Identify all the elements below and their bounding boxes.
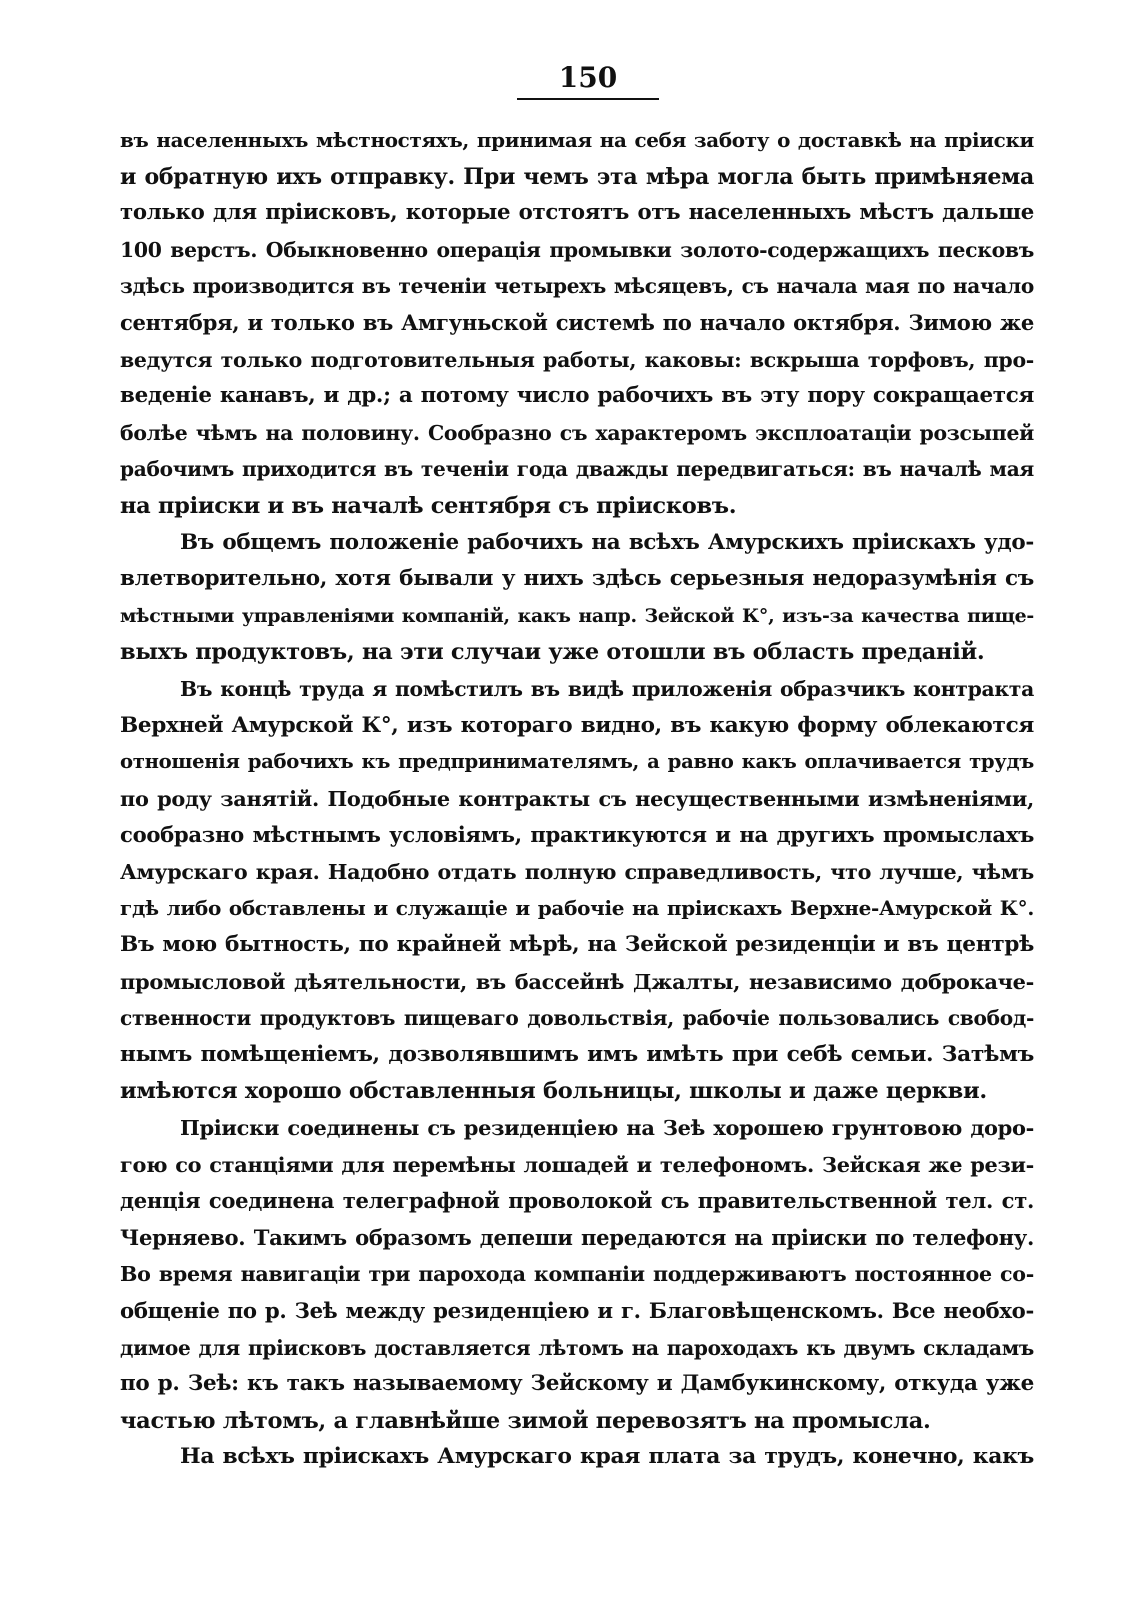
text-line: и обратную ихъ отправку. При чемъ эта мѣра могла быть примѣняема	[120, 163, 1034, 190]
text-line: Въ общемъ положеніе рабочихъ на всѣхъ Амурскихъ пріискахъ удо-	[180, 529, 1034, 555]
text-line: отношенія рабочихъ къ предпринимателямъ, а равно какъ оплачивается трудъ	[120, 750, 1034, 774]
book-page	[120, 60, 1034, 1476]
page-header	[120, 60, 1034, 108]
text-line: На всѣхъ пріискахъ Амурскаго края плата за трудъ, конечно, какъ	[180, 1444, 1034, 1470]
text-line: частью лѣтомъ, а главнѣйше зимой перевозятъ на промысла.	[120, 1407, 931, 1434]
text-line: ведутся только подготовительныя работы, каковы: вскрыша торфовъ, про-	[120, 347, 1034, 372]
text-line: сообразно мѣстнымъ условіямъ, практикуются и на другихъ промыслахъ	[120, 822, 1034, 848]
text-line: по роду занятій. Подобные контракты съ несущественными измѣненіями,	[120, 785, 1034, 811]
page-number: 150	[517, 60, 659, 100]
text-line: Амурскаго края. Надобно отдать полную справедливость, что лучше, чѣмъ	[120, 859, 1034, 884]
text-line: болѣе чѣмъ на половину. Сообразно съ характеромъ эксплоатаціи розсыпей	[120, 420, 1034, 445]
text-line: сентября, и только въ Амгуньской системѣ по начало октября. Зимою же	[120, 309, 1034, 335]
text-line: Во время навигаціи три парохода компаніи поддерживаютъ постоянное со-	[120, 1262, 1034, 1287]
text-line: общеніе по р. Зеѣ между резиденціею и г. Благовѣщенскомъ. Все необхо-	[120, 1298, 1034, 1323]
text-line: Верхней Амурской К°, изъ котораго видно, въ какую форму облекаются	[120, 712, 1034, 738]
text-line: рабочимъ приходится въ теченіи года дважды передвигаться: въ началѣ мая	[120, 457, 1034, 482]
text-line: здѣсь производится въ теченіи четырехъ мѣсяцевъ, съ начала мая по начало	[120, 274, 1034, 299]
text-line: димое для пріисковъ доставляется лѣтомъ на пароходахъ къ двумъ складамъ	[120, 1335, 1034, 1360]
text-line: веденіе канавъ, и др.; а потому число рабочихъ въ эту пору сокращается	[120, 383, 1034, 409]
text-line: Въ концѣ труда я помѣстилъ въ видѣ приложенія образчикъ контракта	[180, 676, 1034, 701]
text-line: въ населенныхъ мѣстностяхъ, принимая на себя заботу о доставкѣ на пріиски	[120, 128, 1034, 152]
text-line: выхъ продуктовъ, на эти случаи уже отошли въ область преданій.	[120, 639, 985, 666]
text-line: имѣются хорошо обставленныя больницы, школы и даже церкви.	[120, 1078, 987, 1105]
text-line: промысловой дѣятельности, въ бассейнѣ Джалты, независимо доброкаче-	[120, 968, 1034, 994]
text-line: влетворительно, хотя бывали у нихъ здѣсь серьезныя недоразумѣнія съ	[120, 566, 1034, 592]
body-text	[120, 122, 1034, 1476]
text-line: Въ мою бытность, по крайней мѣрѣ, на Зейской резиденціи и въ центрѣ	[120, 932, 1034, 958]
text-line: Черняево. Такимъ образомъ депеши передаются на пріиски по телефону.	[120, 1224, 1034, 1250]
text-line: 100 верстъ. Обыкновенно операція промывки золото-содержащихъ песковъ	[120, 237, 1034, 262]
text-line: денція соединена телеграфной проволокой съ правительственной тел. ст.	[120, 1188, 1034, 1214]
text-line: мѣстными управленіями компаній, какъ напр. Зейской К°, изъ-за качества пище-	[120, 604, 1034, 627]
text-line: по р. Зеѣ: къ такъ называемому Зейскому и Дамбукинскому, откуда уже	[120, 1371, 1034, 1397]
text-line: Пріиски соединены съ резиденціею на Зеѣ хорошею грунтовою доро-	[180, 1115, 1034, 1141]
text-line: ственности продуктовъ пищеваго довольствія, рабочіе пользовались свобод-	[120, 1006, 1034, 1031]
text-line: гою со станціями для перемѣны лошадей и телефономъ. Зейская же рези-	[120, 1151, 1034, 1177]
text-line: на пріиски и въ началѣ сентября съ пріисковъ.	[120, 492, 737, 519]
text-line: гдѣ либо обставлены и служащіе и рабочіе на пріискахъ Верхне-Амурской К°.	[120, 896, 1034, 921]
text-line: нымъ помѣщеніемъ, дозволявшимъ имъ имѣть при себѣ семьи. Затѣмъ	[120, 1041, 1034, 1067]
text-line: только для пріисковъ, которые отстоятъ отъ населенныхъ мѣстъ дальше	[120, 200, 1034, 226]
